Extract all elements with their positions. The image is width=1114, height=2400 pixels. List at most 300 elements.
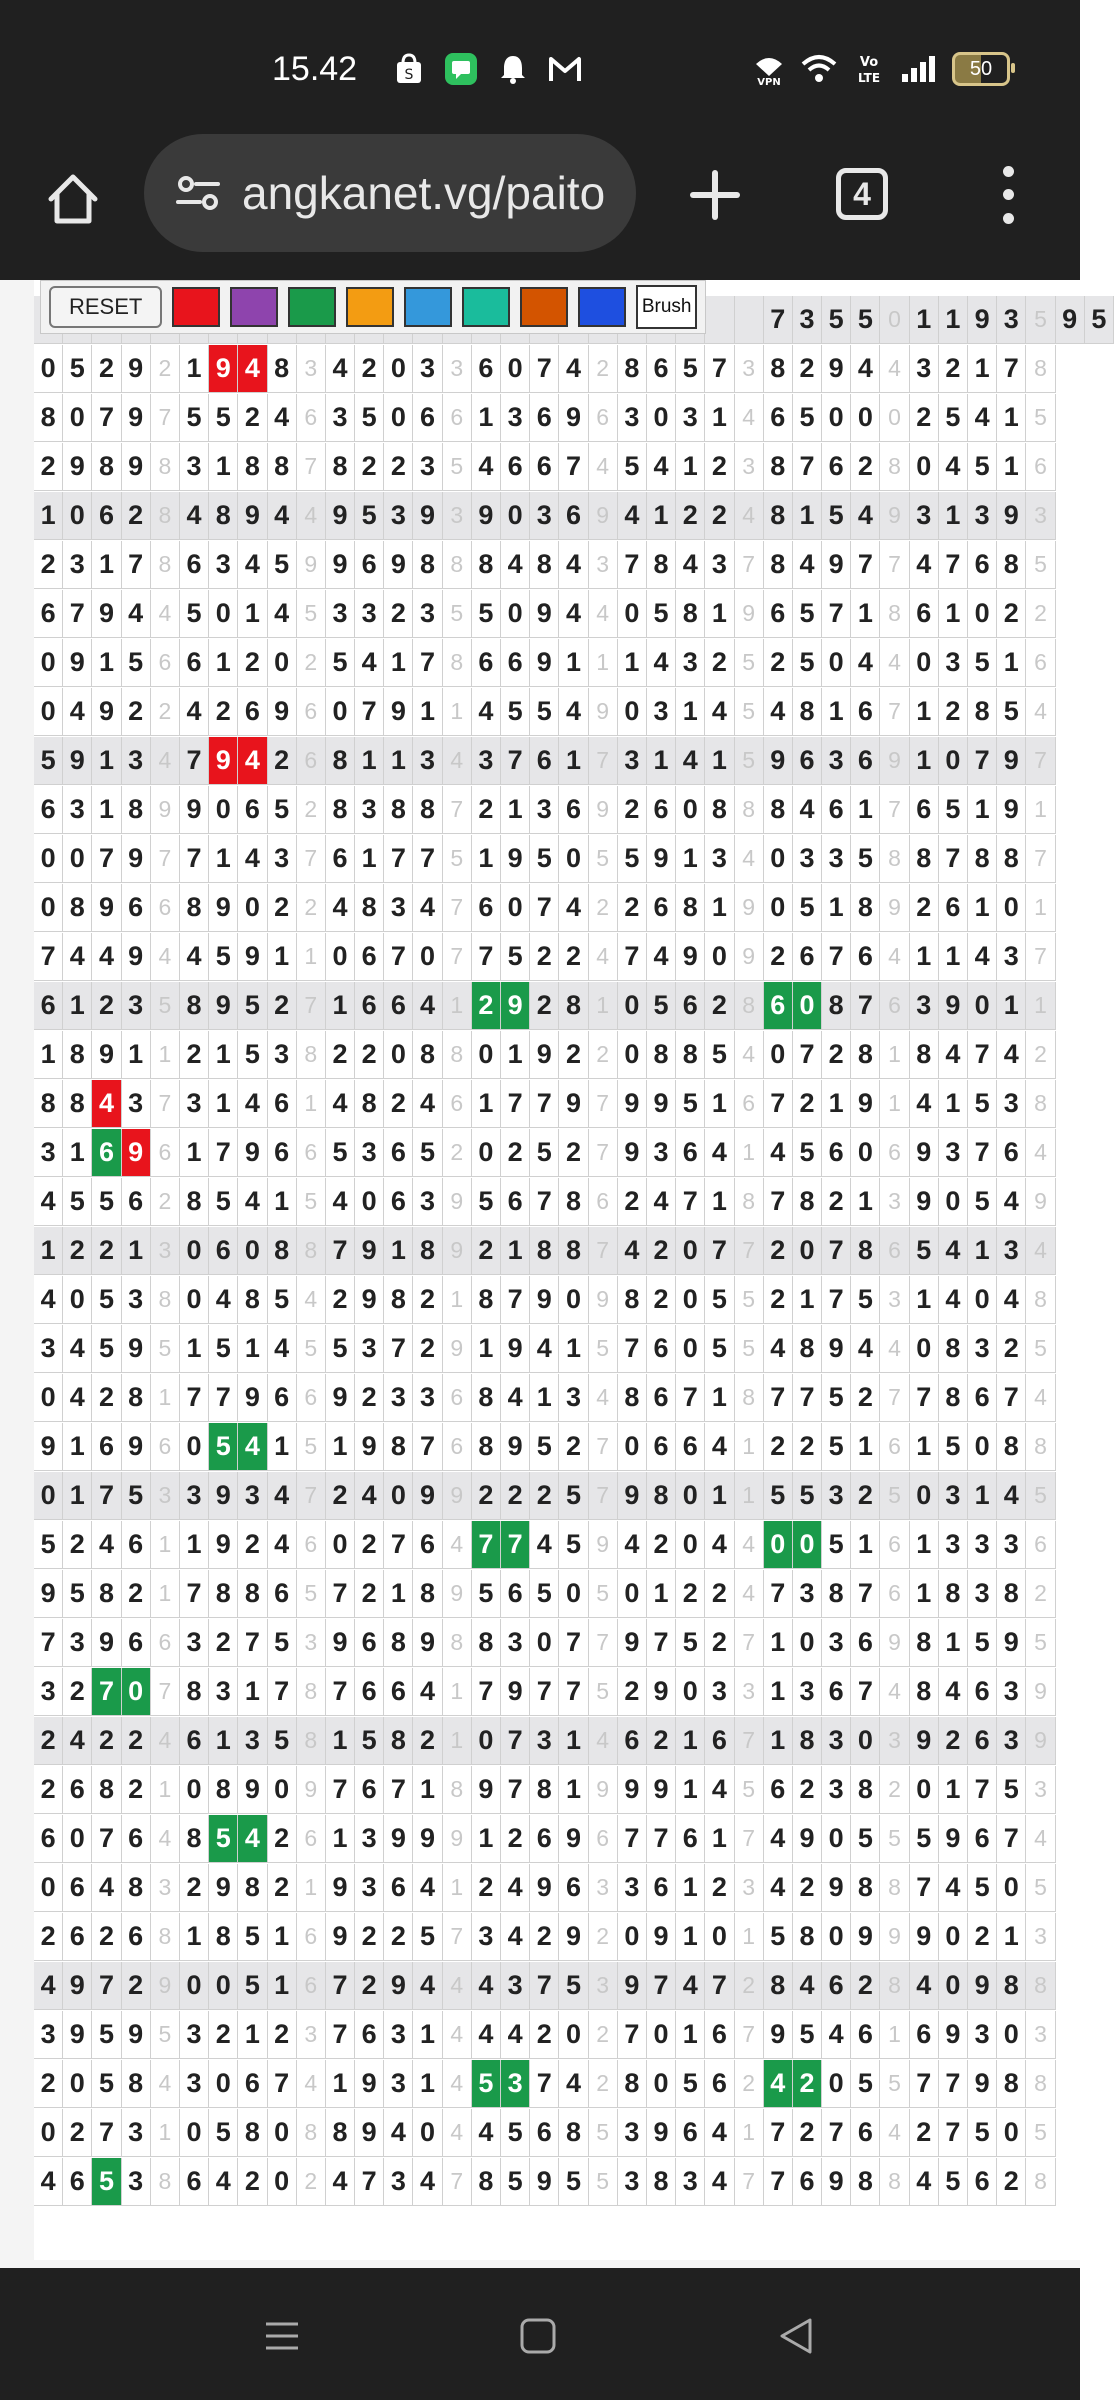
grid-cell[interactable]: 1	[997, 982, 1026, 1030]
grid-cell[interactable]: 1	[705, 737, 734, 785]
grid-cell[interactable]: 4	[676, 541, 705, 589]
grid-cell[interactable]: 9	[443, 1178, 472, 1226]
grid-cell[interactable]: 5	[530, 1423, 559, 1471]
grid-cell[interactable]: 2	[413, 1276, 442, 1324]
grid-cell[interactable]: 4	[968, 933, 997, 981]
grid-cell[interactable]: 1	[34, 492, 63, 540]
grid-cell[interactable]: 4	[939, 1276, 968, 1324]
grid-cell[interactable]: 4	[589, 1374, 618, 1422]
grid-cell[interactable]: 8	[880, 2158, 909, 2206]
grid-cell[interactable]: 3	[880, 1717, 909, 1765]
grid-cell[interactable]: 2	[647, 1521, 676, 1569]
grid-cell[interactable]: 8	[151, 2158, 180, 2206]
grid-cell[interactable]: 0	[618, 1423, 647, 1471]
grid-cell[interactable]: 5	[589, 835, 618, 883]
grid-cell[interactable]: 9	[530, 639, 559, 687]
grid-cell[interactable]: 5	[151, 982, 180, 1030]
grid-cell[interactable]: 4	[268, 1325, 297, 1373]
grid-cell[interactable]: 0	[326, 688, 355, 736]
grid-cell[interactable]: 9	[1026, 1178, 1055, 1226]
grid-cell[interactable]: 1	[413, 688, 442, 736]
grid-cell[interactable]: 7	[764, 1178, 793, 1226]
grid-cell[interactable]: 9	[997, 786, 1026, 834]
grid-cell[interactable]: 0	[501, 590, 530, 638]
grid-cell[interactable]: 6	[968, 2158, 997, 2206]
grid-cell[interactable]: 6	[384, 1864, 413, 1912]
grid-cell[interactable]: 7	[735, 1619, 764, 1667]
grid-cell[interactable]: 1	[180, 1913, 209, 1961]
grid-cell[interactable]: 3	[501, 1619, 530, 1667]
grid-cell[interactable]: 7	[443, 933, 472, 981]
grid-cell[interactable]: 8	[326, 443, 355, 491]
grid-cell[interactable]: 8	[1026, 1080, 1055, 1128]
grid-cell[interactable]: 8	[997, 1570, 1026, 1618]
grid-cell[interactable]: 0	[939, 1962, 968, 2010]
grid-cell[interactable]: 1	[735, 1129, 764, 1177]
grid-cell[interactable]: 1	[910, 1276, 939, 1324]
grid-cell[interactable]: 4	[705, 2158, 734, 2206]
grid-cell[interactable]: 1	[997, 394, 1026, 442]
grid-cell[interactable]: 0	[63, 835, 92, 883]
grid-cell[interactable]: 7	[92, 1815, 121, 1863]
grid-cell[interactable]: 5	[910, 1227, 939, 1275]
grid-cell[interactable]: 6	[530, 2109, 559, 2157]
grid-cell[interactable]: 5	[268, 1717, 297, 1765]
grid-cell[interactable]: 0	[997, 884, 1026, 932]
grid-cell[interactable]: 2	[647, 1717, 676, 1765]
grid-cell[interactable]: 6	[880, 1227, 909, 1275]
grid-cell[interactable]: 1	[647, 492, 676, 540]
grid-cell[interactable]: 5	[793, 394, 822, 442]
grid-cell[interactable]: 3	[1026, 1913, 1055, 1961]
grid-cell[interactable]: 4	[297, 1276, 326, 1324]
grid-cell[interactable]: 7	[297, 835, 326, 883]
grid-cell[interactable]: 0	[209, 2060, 238, 2108]
grid-cell[interactable]: 9	[443, 1227, 472, 1275]
grid-cell[interactable]: 8	[443, 541, 472, 589]
grid-cell[interactable]: 7	[880, 541, 909, 589]
grid-cell[interactable]: 1	[92, 786, 121, 834]
grid-cell[interactable]: 9	[122, 2011, 151, 2059]
grid-cell[interactable]: 3	[822, 1472, 851, 1520]
grid-cell[interactable]: 0	[34, 835, 63, 883]
grid-cell[interactable]: 3	[209, 541, 238, 589]
grid-cell[interactable]: 5	[472, 1178, 501, 1226]
grid-cell[interactable]: 1	[851, 786, 880, 834]
grid-cell[interactable]: 6	[676, 1129, 705, 1177]
grid-cell[interactable]: 6	[151, 884, 180, 932]
grid-cell[interactable]: 2	[472, 1864, 501, 1912]
grid-cell[interactable]: 7	[939, 2060, 968, 2108]
grid-cell[interactable]: 9	[122, 835, 151, 883]
grid-cell[interactable]: 3	[822, 1766, 851, 1814]
grid-cell[interactable]: 8	[910, 1031, 939, 1079]
grid-cell[interactable]: 2	[910, 394, 939, 442]
grid-cell[interactable]: 8	[151, 443, 180, 491]
grid-cell[interactable]: 0	[647, 2060, 676, 2108]
grid-cell[interactable]: 5	[822, 296, 851, 344]
grid-cell[interactable]: 0	[268, 2158, 297, 2206]
grid-cell[interactable]: 5	[1026, 541, 1055, 589]
grid-cell[interactable]: 2	[851, 443, 880, 491]
grid-cell[interactable]: 5	[355, 1717, 384, 1765]
grid-cell[interactable]: 8	[472, 2158, 501, 2206]
grid-cell[interactable]: 4	[413, 2158, 442, 2206]
grid-cell[interactable]: 6	[122, 1815, 151, 1863]
grid-cell[interactable]: 5	[822, 1423, 851, 1471]
grid-cell[interactable]: 0	[180, 1766, 209, 1814]
grid-cell[interactable]: 6	[647, 345, 676, 393]
grid-cell[interactable]: 1	[647, 737, 676, 785]
grid-cell[interactable]: 4	[355, 1472, 384, 1520]
grid-cell[interactable]: 9	[326, 1619, 355, 1667]
grid-cell[interactable]: 9	[647, 2109, 676, 2157]
grid-cell[interactable]: 7	[705, 1227, 734, 1275]
grid-cell[interactable]: 5	[705, 1276, 734, 1324]
grid-cell[interactable]: 9	[618, 1129, 647, 1177]
grid-cell[interactable]: 5	[472, 590, 501, 638]
grid-cell[interactable]: 4	[618, 492, 647, 540]
grid-cell[interactable]: 7	[968, 1129, 997, 1177]
grid-cell[interactable]: 1	[676, 2011, 705, 2059]
grid-cell[interactable]: 5	[530, 688, 559, 736]
grid-cell[interactable]: 3	[793, 1668, 822, 1716]
grid-cell[interactable]: 4	[501, 1913, 530, 1961]
grid-cell[interactable]: 0	[764, 835, 793, 883]
grid-cell[interactable]: 2	[589, 2060, 618, 2108]
grid-cell[interactable]: 4	[559, 590, 588, 638]
grid-cell[interactable]: 3	[122, 737, 151, 785]
grid-cell[interactable]: 4	[268, 492, 297, 540]
grid-cell[interactable]: 8	[559, 1227, 588, 1275]
grid-cell[interactable]: 6	[822, 1668, 851, 1716]
grid-cell[interactable]: 4	[122, 590, 151, 638]
grid-cell[interactable]: 2	[705, 443, 734, 491]
grid-cell[interactable]: 0	[559, 2011, 588, 2059]
grid-cell[interactable]: 7	[501, 737, 530, 785]
grid-cell[interactable]: 9	[968, 1962, 997, 2010]
grid-cell[interactable]: 2	[238, 1521, 267, 1569]
grid-cell[interactable]: 4	[589, 933, 618, 981]
grid-cell[interactable]: 6	[63, 1766, 92, 1814]
grid-cell[interactable]: 0	[180, 2109, 209, 2157]
color-swatch[interactable]	[346, 287, 394, 327]
grid-cell[interactable]: 7	[92, 1962, 121, 2010]
grid-cell[interactable]: 7	[735, 541, 764, 589]
grid-cell[interactable]: 2	[880, 1766, 909, 1814]
grid-cell[interactable]: 5	[880, 1815, 909, 1863]
grid-cell[interactable]: 3	[1026, 2011, 1055, 2059]
grid-cell[interactable]: 2	[326, 1472, 355, 1520]
grid-cell[interactable]: 5	[793, 1472, 822, 1520]
grid-cell[interactable]: 6	[326, 835, 355, 883]
grid-cell[interactable]: 4	[472, 2011, 501, 2059]
grid-cell[interactable]: 7	[793, 1031, 822, 1079]
grid-cell[interactable]: 2	[209, 2011, 238, 2059]
grid-cell[interactable]: 5	[209, 394, 238, 442]
grid-cell[interactable]: 0	[63, 1815, 92, 1863]
grid-cell[interactable]: 0	[63, 394, 92, 442]
grid-cell[interactable]: 4	[705, 2109, 734, 2157]
grid-cell[interactable]: 7	[472, 1521, 501, 1569]
grid-cell[interactable]: 3	[793, 296, 822, 344]
grid-cell[interactable]: 1	[238, 1668, 267, 1716]
grid-cell[interactable]: 8	[297, 1227, 326, 1275]
grid-cell[interactable]: 5	[209, 933, 238, 981]
grid-cell[interactable]: 8	[910, 1668, 939, 1716]
grid-cell[interactable]: 2	[355, 1913, 384, 1961]
grid-cell[interactable]: 0	[180, 1227, 209, 1275]
grid-cell[interactable]: 0	[472, 1031, 501, 1079]
grid-cell[interactable]: 7	[764, 2158, 793, 2206]
grid-cell[interactable]: 7	[793, 443, 822, 491]
grid-cell[interactable]: 9	[910, 1129, 939, 1177]
grid-cell[interactable]: 8	[326, 737, 355, 785]
grid-cell[interactable]: 2	[793, 1864, 822, 1912]
grid-cell[interactable]: 6	[705, 2011, 734, 2059]
grid-cell[interactable]: 6	[501, 1570, 530, 1618]
grid-cell[interactable]: 4	[1026, 1815, 1055, 1863]
grid-cell[interactable]: 1	[92, 639, 121, 687]
grid-cell[interactable]: 2	[705, 1619, 734, 1667]
grid-cell[interactable]: 7	[530, 345, 559, 393]
grid-cell[interactable]: 8	[793, 1178, 822, 1226]
grid-cell[interactable]: 3	[793, 835, 822, 883]
grid-cell[interactable]: 1	[910, 1423, 939, 1471]
grid-cell[interactable]: 1	[822, 688, 851, 736]
grid-cell[interactable]: 2	[268, 2011, 297, 2059]
grid-cell[interactable]: 5	[1085, 296, 1114, 344]
grid-cell[interactable]: 5	[793, 1129, 822, 1177]
grid-cell[interactable]: 7	[384, 1766, 413, 1814]
grid-cell[interactable]: 8	[180, 1815, 209, 1863]
grid-cell[interactable]: 1	[851, 590, 880, 638]
grid-cell[interactable]: 8	[151, 1276, 180, 1324]
grid-cell[interactable]: 5	[559, 1521, 588, 1569]
grid-cell[interactable]: 4	[238, 737, 267, 785]
grid-cell[interactable]: 9	[822, 2158, 851, 2206]
grid-cell[interactable]: 7	[910, 2060, 939, 2108]
grid-cell[interactable]: 8	[92, 443, 121, 491]
grid-cell[interactable]: 8	[238, 1570, 267, 1618]
grid-cell[interactable]: 1	[735, 1913, 764, 1961]
grid-cell[interactable]: 3	[238, 1717, 267, 1765]
grid-cell[interactable]: 6	[910, 786, 939, 834]
grid-cell[interactable]: 5	[92, 1178, 121, 1226]
grid-cell[interactable]: 1	[910, 296, 939, 344]
grid-cell[interactable]: 4	[910, 541, 939, 589]
grid-cell[interactable]: 0	[559, 1570, 588, 1618]
grid-cell[interactable]: 3	[413, 737, 442, 785]
grid-cell[interactable]: 8	[1026, 1276, 1055, 1324]
grid-cell[interactable]: 2	[764, 639, 793, 687]
grid-cell[interactable]: 7	[92, 2109, 121, 2157]
grid-cell[interactable]: 3	[997, 1668, 1026, 1716]
grid-cell[interactable]: 4	[880, 345, 909, 393]
grid-cell[interactable]: 3	[822, 737, 851, 785]
grid-cell[interactable]: 9	[939, 2011, 968, 2059]
grid-cell[interactable]: 3	[122, 1276, 151, 1324]
grid-cell[interactable]: 8	[910, 835, 939, 883]
grid-cell[interactable]: 5	[735, 1766, 764, 1814]
grid-cell[interactable]: 4	[443, 2060, 472, 2108]
grid-cell[interactable]: 8	[851, 1227, 880, 1275]
grid-cell[interactable]: 6	[589, 1815, 618, 1863]
grid-cell[interactable]: 9	[326, 1913, 355, 1961]
grid-cell[interactable]: 4	[355, 639, 384, 687]
grid-cell[interactable]: 0	[822, 1913, 851, 1961]
grid-cell[interactable]: 4	[1026, 688, 1055, 736]
grid-cell[interactable]: 2	[122, 492, 151, 540]
grid-cell[interactable]: 6	[355, 1619, 384, 1667]
grid-cell[interactable]: 6	[705, 2060, 734, 2108]
grid-cell[interactable]: 8	[851, 2158, 880, 2206]
grid-cell[interactable]: 5	[997, 688, 1026, 736]
grid-cell[interactable]: 5	[1026, 1864, 1055, 1912]
grid-cell[interactable]: 6	[92, 1423, 121, 1471]
grid-cell[interactable]: 9	[326, 1374, 355, 1422]
grid-cell[interactable]: 9	[735, 933, 764, 981]
grid-cell[interactable]: 5	[1026, 1472, 1055, 1520]
grid-cell[interactable]: 5	[705, 1325, 734, 1373]
grid-cell[interactable]: 4	[793, 786, 822, 834]
grid-cell[interactable]: 4	[92, 1080, 121, 1128]
grid-cell[interactable]: 5	[238, 1913, 267, 1961]
grid-cell[interactable]: 6	[851, 933, 880, 981]
grid-cell[interactable]: 3	[618, 394, 647, 442]
grid-cell[interactable]: 3	[647, 1129, 676, 1177]
grid-cell[interactable]: 9	[530, 1276, 559, 1324]
grid-cell[interactable]: 9	[1026, 1717, 1055, 1765]
grid-cell[interactable]: 3	[997, 296, 1026, 344]
grid-cell[interactable]: 2	[472, 1227, 501, 1275]
grid-cell[interactable]: 2	[355, 443, 384, 491]
grid-cell[interactable]: 9	[238, 1766, 267, 1814]
grid-cell[interactable]: 4	[880, 933, 909, 981]
grid-cell[interactable]: 8	[793, 1325, 822, 1373]
grid-cell[interactable]: 9	[355, 2109, 384, 2157]
grid-cell[interactable]: 8	[880, 1864, 909, 1912]
grid-cell[interactable]: 0	[34, 688, 63, 736]
grid-cell[interactable]: 8	[735, 1178, 764, 1226]
grid-cell[interactable]: 5	[735, 639, 764, 687]
grid-cell[interactable]: 4	[180, 933, 209, 981]
grid-cell[interactable]: 5	[676, 345, 705, 393]
grid-cell[interactable]: 2	[530, 2011, 559, 2059]
grid-cell[interactable]: 4	[443, 1962, 472, 2010]
grid-cell[interactable]: 3	[530, 786, 559, 834]
grid-cell[interactable]: 2	[209, 688, 238, 736]
grid-cell[interactable]: 3	[939, 1521, 968, 1569]
grid-cell[interactable]: 8	[851, 1031, 880, 1079]
grid-cell[interactable]: 6	[1026, 1521, 1055, 1569]
grid-cell[interactable]: 0	[676, 1472, 705, 1520]
reset-button[interactable]: RESET	[49, 286, 162, 328]
grid-cell[interactable]: 6	[443, 394, 472, 442]
grid-cell[interactable]: 9	[939, 982, 968, 1030]
grid-cell[interactable]: 4	[238, 1815, 267, 1863]
grid-cell[interactable]: 3	[180, 2060, 209, 2108]
grid-cell[interactable]: 8	[968, 688, 997, 736]
grid-cell[interactable]: 6	[297, 1815, 326, 1863]
grid-cell[interactable]: 0	[413, 933, 442, 981]
grid-cell[interactable]: 1	[297, 1864, 326, 1912]
grid-cell[interactable]: 6	[735, 1080, 764, 1128]
grid-cell[interactable]: 9	[589, 1766, 618, 1814]
grid-cell[interactable]: 7	[92, 1668, 121, 1716]
grid-cell[interactable]: 7	[589, 1129, 618, 1177]
grid-cell[interactable]: 4	[472, 688, 501, 736]
grid-cell[interactable]: 0	[910, 1766, 939, 1814]
grid-cell[interactable]: 5	[209, 1423, 238, 1471]
grid-cell[interactable]: 6	[297, 394, 326, 442]
grid-cell[interactable]: 3	[180, 1619, 209, 1667]
grid-cell[interactable]: 8	[122, 786, 151, 834]
grid-cell[interactable]: 6	[968, 1815, 997, 1863]
grid-cell[interactable]: 7	[355, 2158, 384, 2206]
grid-cell[interactable]: 4	[589, 443, 618, 491]
grid-cell[interactable]: 0	[997, 1864, 1026, 1912]
grid-cell[interactable]: 2	[122, 1717, 151, 1765]
grid-cell[interactable]: 8	[880, 590, 909, 638]
grid-cell[interactable]: 2	[92, 1913, 121, 1961]
grid-cell[interactable]: 9	[822, 345, 851, 393]
more-options-button[interactable]	[990, 160, 1026, 230]
grid-cell[interactable]: 1	[238, 1325, 267, 1373]
grid-cell[interactable]: 2	[268, 737, 297, 785]
grid-cell[interactable]: 6	[501, 443, 530, 491]
grid-cell[interactable]: 7	[384, 1325, 413, 1373]
grid-cell[interactable]: 9	[997, 492, 1026, 540]
grid-cell[interactable]: 1	[151, 1521, 180, 1569]
grid-cell[interactable]: 9	[34, 1570, 63, 1618]
grid-cell[interactable]: 4	[735, 1031, 764, 1079]
grid-cell[interactable]: 6	[793, 933, 822, 981]
grid-cell[interactable]: 4	[735, 835, 764, 883]
grid-cell[interactable]: 9	[92, 1619, 121, 1667]
grid-cell[interactable]: 2	[910, 2109, 939, 2157]
grid-cell[interactable]: 9	[151, 1962, 180, 2010]
grid-cell[interactable]: 9	[238, 1374, 267, 1422]
grid-cell[interactable]: 2	[238, 2158, 267, 2206]
grid-cell[interactable]: 6	[968, 1717, 997, 1765]
grid-cell[interactable]: 2	[268, 884, 297, 932]
grid-cell[interactable]: 9	[413, 492, 442, 540]
grid-cell[interactable]: 5	[1026, 1619, 1055, 1667]
tab-switcher-button[interactable]	[836, 168, 888, 220]
grid-cell[interactable]: 4	[92, 1864, 121, 1912]
grid-cell[interactable]: 1	[1026, 786, 1055, 834]
grid-cell[interactable]: 2	[851, 1472, 880, 1520]
grid-cell[interactable]: 2	[413, 1325, 442, 1373]
grid-cell[interactable]: 7	[530, 1178, 559, 1226]
grid-cell[interactable]: 5	[34, 737, 63, 785]
grid-cell[interactable]: 6	[968, 1668, 997, 1716]
grid-cell[interactable]: 7	[618, 541, 647, 589]
grid-cell[interactable]: 7	[501, 1080, 530, 1128]
grid-cell[interactable]: 9	[647, 835, 676, 883]
grid-cell[interactable]: 6	[530, 737, 559, 785]
grid-cell[interactable]: 7	[530, 1668, 559, 1716]
grid-cell[interactable]: 5	[530, 835, 559, 883]
grid-cell[interactable]: 5	[1026, 394, 1055, 442]
grid-cell[interactable]: 3	[122, 982, 151, 1030]
grid-cell[interactable]: 1	[618, 639, 647, 687]
grid-cell[interactable]: 1	[822, 884, 851, 932]
grid-cell[interactable]: 9	[326, 541, 355, 589]
grid-cell[interactable]: 7	[968, 737, 997, 785]
grid-cell[interactable]: 5	[851, 1276, 880, 1324]
